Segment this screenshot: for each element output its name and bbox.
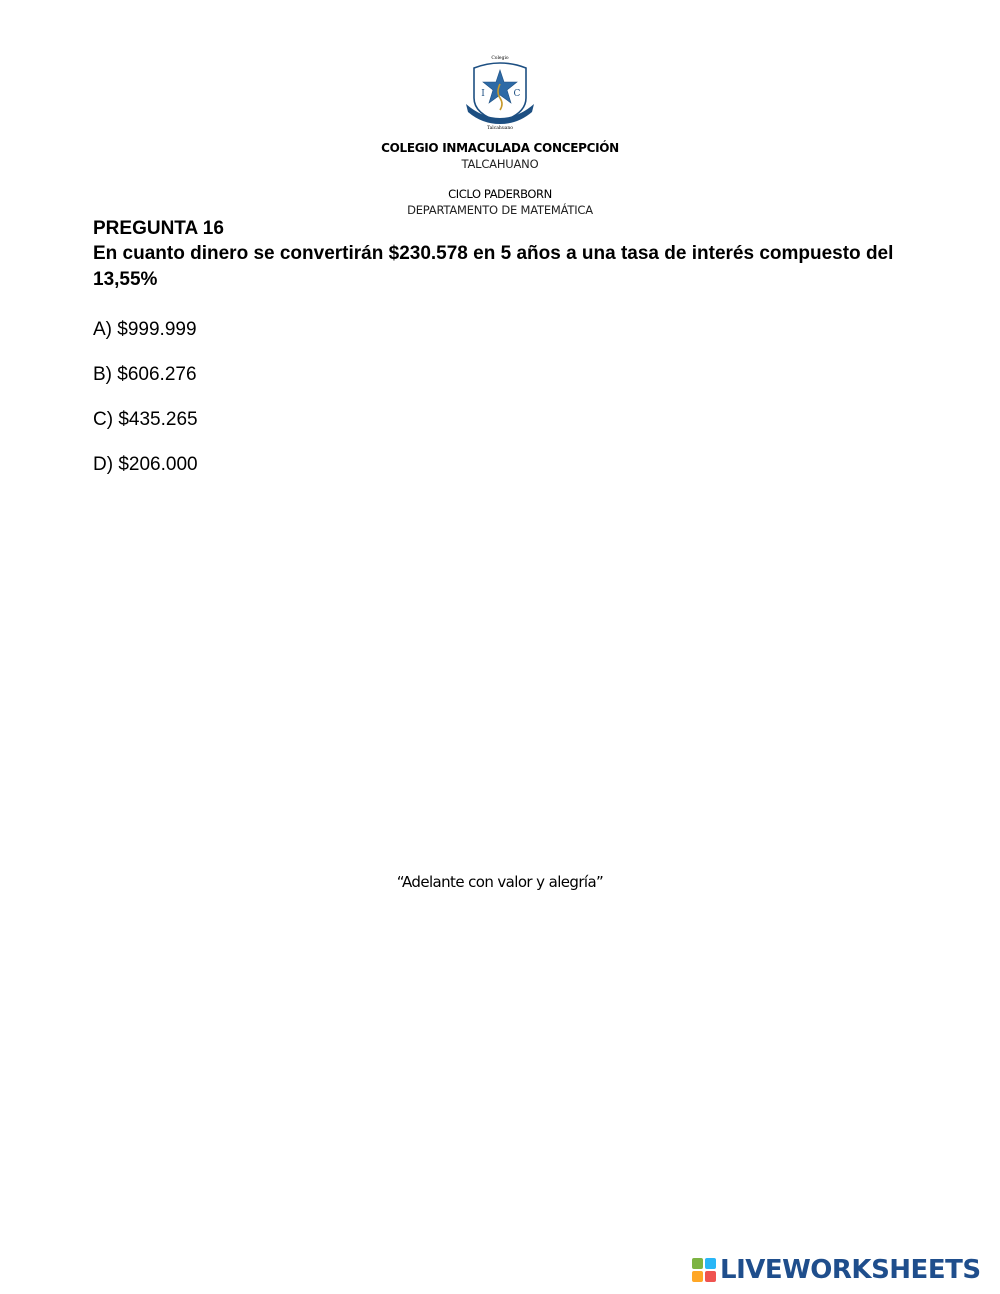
answer-option-b[interactable]: B) $606.276 (93, 364, 197, 385)
logo-text-bottom: Talcahuano (486, 126, 514, 130)
logo-text-top: Colegio (491, 56, 509, 61)
crest-letter-right: C (513, 89, 521, 99)
school-motto: “Adelante con valor y alegría” (396, 873, 604, 891)
school-crest-logo (462, 52, 538, 130)
liveworksheets-logo-icon (692, 1258, 718, 1282)
answer-option-a[interactable]: A) $999.999 (93, 319, 197, 340)
question-title: PREGUNTA 16 (93, 218, 224, 239)
department-name: DEPARTAMENTO DE MATEMÁTICA (407, 203, 593, 217)
answer-option-d[interactable]: D) $206.000 (93, 454, 198, 475)
school-city: TALCAHUANO (461, 157, 539, 171)
question-text: En cuanto dinero se convertirán $230.578 en 5 años a una tasa de interés compuesto del 13,55% (93, 243, 894, 290)
brand-text: LIVEWORKSHEETS (720, 1255, 981, 1285)
crest-letter-left: I (481, 89, 485, 99)
school-cycle: CICLO PADERBORN (448, 187, 552, 201)
school-name: COLEGIO INMACULADA CONCEPCIÓN (381, 141, 619, 155)
liveworksheets-brand[interactable] (692, 1256, 981, 1284)
answer-option-c[interactable]: C) $435.265 (93, 409, 198, 430)
